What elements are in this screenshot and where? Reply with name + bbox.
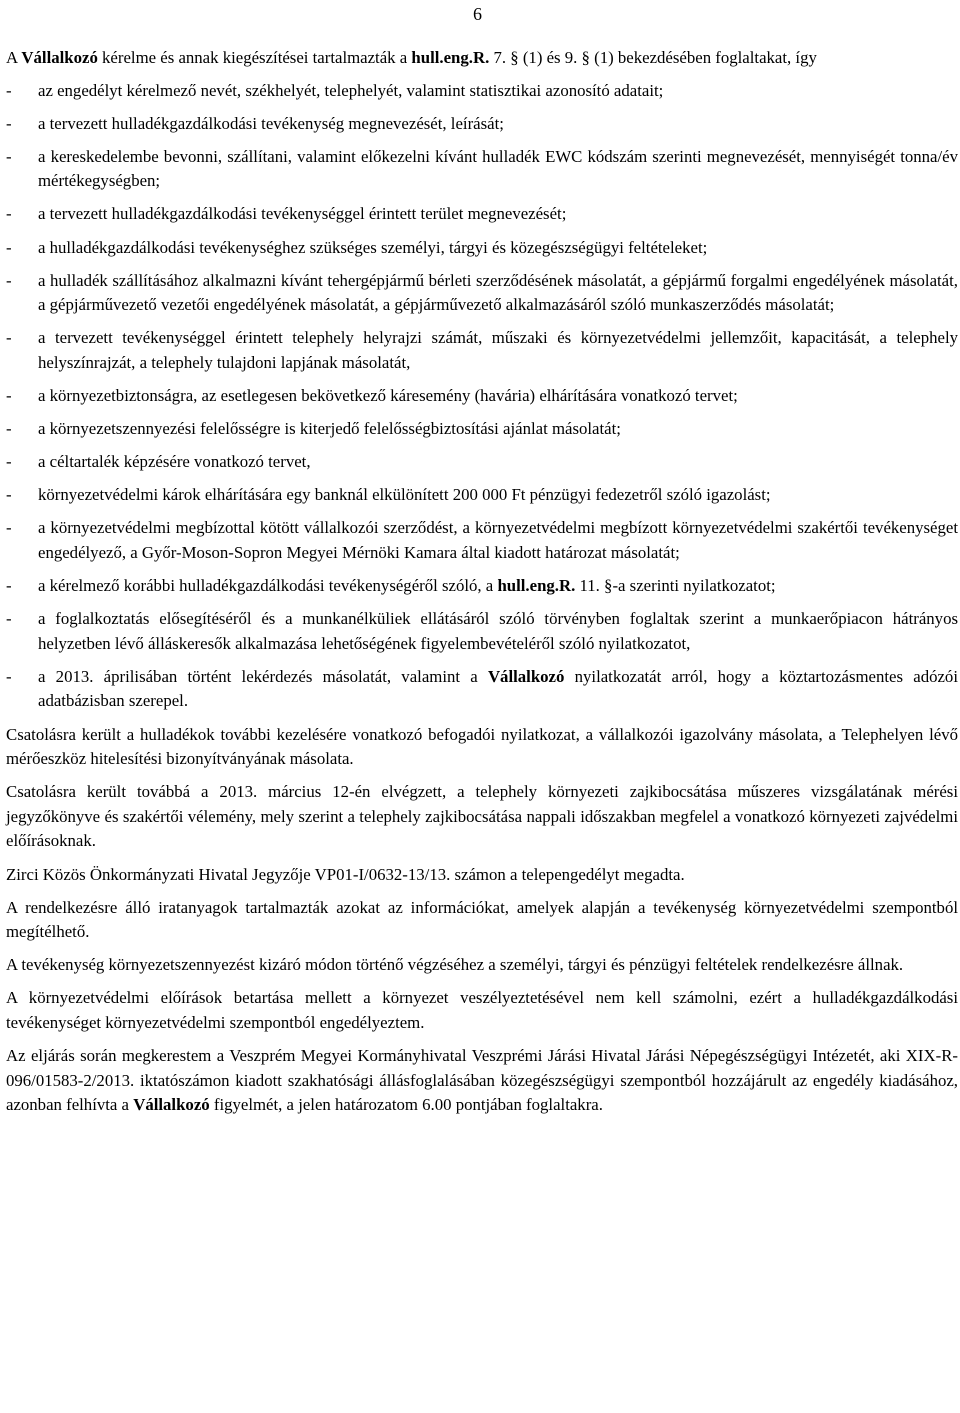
intro-paragraph [6, 46, 958, 71]
list-item-text: a hulladékgazdálkodási tevékenységhez szükséges személyi, tárgyi és közegészségügyi feltételeket; [38, 237, 708, 257]
regulation-ref: hull.eng.R. [497, 576, 576, 596]
list-dash: - [6, 576, 12, 596]
body-paragraph: Csatolásra került a hulladékok további kezelésére vonatkozó befogadói nyilatkozat, a vállalkozói igazolvány másolata, a Telephelyen lévő mérőeszköz hitelesítési bizonyítványának másolata. [6, 724, 958, 769]
list-item [6, 326, 958, 375]
intro-text-3: 7. § (1) és 9. § (1) bekezdésében foglaltakat, így [489, 48, 817, 67]
list-item-text: a kérelmező korábbi hulladékgazdálkodási tevékenységéről szóló, a [38, 576, 498, 596]
list-item [6, 516, 958, 565]
list-dash: - [6, 609, 12, 629]
list-dash: - [6, 328, 12, 348]
company-ref: Vállalkozó [487, 666, 565, 686]
intro-regulation: hull.eng.R. [411, 48, 490, 67]
list-dash: - [6, 485, 12, 505]
body-paragraph: A tevékenység környezetszennyezést kizáró módon történő végzéséhez a személyi, tárgyi és pénzügyi feltételek rendelkezésre állnak. [6, 955, 904, 975]
list-dash: - [6, 204, 12, 224]
list-item-text: nyilatkozatát arról, hogy a köztartozásmentes adózói adatbázisban szerepel. [38, 666, 958, 711]
list-item-text: környezetvédelmi károk elhárítására egy banknál elkülönített 200 000 Ft pénzügyi fedezetről szóló igazolást; [38, 485, 771, 505]
list-item [6, 607, 958, 656]
list-dash: - [6, 386, 12, 406]
list-item [6, 450, 958, 475]
list-item [6, 384, 958, 409]
intro-company: Vállalkozó [21, 48, 98, 67]
list-item-text: a környezetszennyezési felelősségre is kiterjedő felelősségbiztosítási ajánlat másolatát; [38, 419, 621, 439]
list-item [6, 574, 958, 599]
list-item-text: a kereskedelembe bevonni, szállítani, valamint előkezelni kívánt hulladék EWC kódszám szerinti megnevezését, mennyiségét tonna/év mértékegységben; [38, 146, 958, 191]
list-item [6, 269, 958, 318]
list-dash: - [6, 80, 12, 100]
list-dash: - [6, 518, 12, 538]
list-dash: - [6, 270, 12, 290]
body-paragraph: Zirci Közös Önkormányzati Hivatal Jegyzője VP01-I/0632-13/13. számon a telepengedélyt megadta. [6, 864, 685, 884]
body-paragraph: A rendelkezésre álló iratanyagok tartalmazták azokat az információkat, amelyek alapján a tevékenység környezetvédelmi szempontból megítélhető. [6, 897, 958, 942]
body-paragraph: Csatolásra került továbbá a 2013. március 12-én elvégzett, a telephely környezeti zajkibocsátása műszeres vizsgálatának mérési jegyzőkönyve és szakértői vélemény, mely szerint a telephely zajkibocsátása nappali időszakban megfelel a vonatkozó környezeti zajvédelmi előírásoknak. [6, 782, 958, 851]
list-item [6, 112, 958, 137]
list-item-text: a tervezett hulladékgazdálkodási tevékenység megnevezését, leírását; [38, 113, 504, 133]
list-item [6, 236, 958, 261]
list-item-text: a foglalkoztatás elősegítéséről és a munkanélküliek ellátásáról szóló törvényben foglaltak szerint a munkaerőpiacon hátrányos helyzetben lévő álláskeresők alkalmazása lehetőségének figyelembevételéről szóló nyilatkozatot, [38, 609, 958, 653]
list-dash: - [6, 237, 12, 257]
list-item-text: a céltartalék képzésére vonatkozó tervet, [38, 452, 311, 472]
document-body [6, 46, 958, 1126]
list-item-text: a tervezett hulladékgazdálkodási tevékenységgel érintett terület megnevezését; [38, 204, 567, 224]
body-paragraph: A környezetvédelmi előírások betartása mellett a környezet veszélyeztetésével nem kell számolni, ezért a hulladékgazdálkodási tevékenységet környezetvédelmi szempontból engedélyeztem. [6, 988, 958, 1032]
list-dash: - [6, 419, 12, 439]
list-item [6, 483, 958, 508]
list-item-text: az engedélyt kérelmező nevét, székhelyét, telephelyét, valamint statisztikai azonosító adatait; [38, 80, 664, 100]
list-item-text: 11. §-a szerinti nyilatkozatot; [575, 576, 776, 596]
list-item [6, 79, 958, 104]
intro-text-1: A [6, 48, 22, 67]
paragraph-text: Az eljárás során megkerestem a Veszprém Megyei Kormányhivatal Veszprémi Járási Hivatal Járási Népegészségügyi Intézetét, aki XIX-R-096/01583-2/2013. iktatószámon kiadott szakhatósági állásfoglalásában közegészségügyi szempontból hozzájárult az engedély kiadásához, azonban felhívta a [6, 1046, 958, 1115]
list-item-text: a 2013. áprilisában történt lekérdezés másolatát, valamint a [38, 666, 488, 686]
list-dash: - [6, 146, 12, 166]
company-ref: Vállalkozó [133, 1095, 210, 1115]
list-item-text: a környezetbiztonságra, az esetlegesen bekövetkező káresemény (havária) elhárítására vonatkozó tervet; [38, 386, 738, 406]
list-item [6, 665, 958, 714]
list-item-text: a tervezett tevékenységgel érintett telephely helyrajzi számát, műszaki és környezetvédelmi jellemzőit, kapacitását, a telephely helyszínrajzát, a telephely tulajdoni lapjának másolatát, [38, 328, 958, 372]
list-item-text: a környezetvédelmi megbízottal kötött vállalkozói szerződést, a környezetvédelmi megbízott környezetvédelmi szakértői tevékenységet engedélyező, a Győr-Moson-Sopron Megyei Mérnöki Kamara által kiadott határozat másolatát; [38, 518, 958, 562]
list-item [6, 202, 958, 227]
body-paragraph [6, 1044, 958, 1118]
paragraph-text: figyelmét, a jelen határozatom 6.00 pontjában foglaltakra. [209, 1095, 603, 1115]
list-item [6, 417, 958, 442]
list-dash: - [6, 666, 12, 686]
list-item-text: a hulladék szállításához alkalmazni kívánt tehergépjármű bérleti szerződésének másolatát, a gépjármű forgalmi engedélyének másolatát, a gépjárművezető vezetői engedélyének másolatát, a gépjárművezető alkalmazásáról szóló munkaszerződés másolatát; [38, 270, 958, 315]
list-dash: - [6, 452, 12, 472]
intro-text-2: kérelme és annak kiegészítései tartalmazták a [97, 48, 412, 67]
page-number: 6 [473, 4, 482, 24]
list-dash: - [6, 113, 12, 133]
list-item [6, 145, 958, 194]
requirements-list [6, 79, 958, 714]
